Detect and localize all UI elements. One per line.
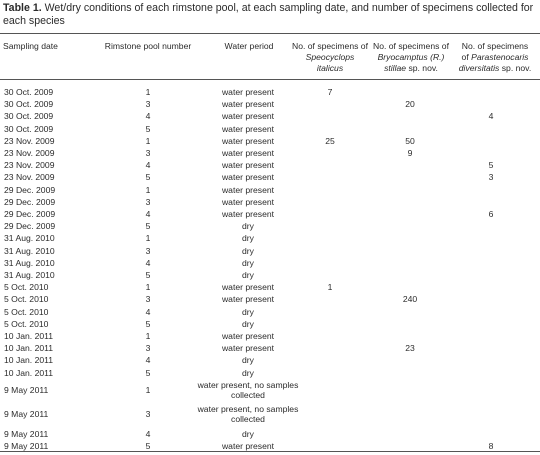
cell-date: 29 Dec. 2009 [4,184,56,195]
cell-water: water present, no samples collected [197,379,299,400]
cell-pool: 1 [145,135,151,146]
cell-date: 23 Nov. 2009 [4,148,55,158]
cell-water: dry [242,221,254,232]
cell-date: 5 Oct. 2010 [4,294,49,305]
cell-water: water present [221,160,275,171]
cell-pool: 5 [145,318,151,329]
header-pool-number: Rimstone pool number [104,41,192,51]
cell-water: water present [221,209,275,219]
header-speocyclops-line1: No. of specimens of [292,41,368,51]
cell-date: 30 Oct. 2009 [4,87,54,97]
cell-pool: 3 [145,409,151,420]
cell-pool: 4 [145,428,151,439]
cell-water: dry [242,270,254,280]
cell-n1: 7 [327,87,333,97]
cell-water: water present [221,196,275,207]
cell-date: 5 Oct. 2010 [4,318,49,329]
cell-date: 9 May 2011 [4,409,49,420]
cell-date: 31 Aug. 2010 [4,270,55,280]
table-caption-text: Wet/dry conditions of each rimstone pool, at each sampling date, and number of specimens collected for each species [3,2,534,27]
cell-water: water present [221,135,275,146]
cell-date: 23 Nov. 2009 [4,135,55,146]
cell-pool: 4 [145,160,151,171]
cell-pool: 4 [145,257,151,268]
cell-pool: 1 [145,331,151,341]
cell-date: 23 Nov. 2009 [4,172,55,183]
cell-pool: 1 [145,282,151,293]
header-bryocamptus-line1: No. of specimens of [373,41,449,51]
cell-pool: 1 [145,184,151,195]
cell-pool: 5 [145,123,151,134]
cell-water: water present [221,111,275,122]
cell-pool: 5 [145,440,151,451]
cell-water: dry [242,355,254,366]
cell-n2: 20 [405,99,415,110]
cell-pool: 3 [145,99,151,110]
cell-water: water present [221,148,275,158]
cell-water: dry [242,306,254,317]
cell-pool: 4 [145,355,151,366]
cell-date: 5 Oct. 2010 [4,282,49,293]
top-rule [0,33,540,34]
cell-pool: 5 [145,270,151,280]
cell-date: 9 May 2011 [4,440,49,451]
cell-n2: 9 [407,148,413,158]
cell-date: 31 Aug. 2010 [4,257,55,268]
cell-date: 29 Dec. 2009 [4,196,56,207]
cell-pool: 5 [145,367,151,378]
header-rule [0,79,540,80]
cell-n3: 8 [488,440,494,451]
cell-water: water present [221,282,275,293]
cell-n1: 25 [325,135,335,146]
header-parastenocaris-suffix: sp. nov. [501,63,532,73]
cell-pool: 1 [145,87,151,97]
cell-water: water present [221,343,275,354]
cell-water: dry [242,257,254,268]
cell-date: 10 Jan. 2011 [4,367,54,378]
cell-pool: 3 [145,196,151,207]
cell-date: 30 Oct. 2009 [4,123,54,134]
header-bryocamptus-suffix: sp. nov. [408,63,438,73]
cell-pool: 3 [145,245,151,256]
cell-water: dry [242,428,254,439]
cell-water: dry [242,233,254,244]
header-speocyclops-genus: Speocyclops [305,52,355,62]
cell-date: 9 May 2011 [4,384,49,395]
cell-n2: 240 [402,294,418,305]
header-parastenocaris-of: of [461,52,469,62]
cell-date: 10 Jan. 2011 [4,355,54,366]
cell-n3: 6 [488,209,494,219]
cell-n2: 23 [405,343,415,354]
cell-water: water present [221,123,275,134]
cell-n3: 5 [488,160,494,171]
cell-date: 23 Nov. 2009 [4,160,55,171]
cell-water: water present [221,440,275,451]
cell-date: 30 Oct. 2009 [4,111,54,122]
cell-water: water present [221,87,275,97]
cell-date: 31 Aug. 2010 [4,233,55,244]
cell-pool: 3 [145,294,151,305]
cell-pool: 3 [145,148,151,158]
cell-date: 5 Oct. 2010 [4,306,49,317]
cell-pool: 4 [145,306,151,317]
cell-pool: 5 [145,221,151,232]
cell-n3: 3 [488,172,494,183]
cell-water: water present, no samples collected [197,404,299,425]
header-sampling-date: Sampling date [3,41,58,51]
cell-water: water present [221,331,275,341]
cell-date: 10 Jan. 2011 [4,331,54,341]
cell-date: 29 Dec. 2009 [4,209,56,219]
cell-date: 9 May 2011 [4,428,49,439]
cell-pool: 1 [145,233,151,244]
cell-n1: 1 [327,282,333,293]
cell-date: 29 Dec. 2009 [4,221,56,232]
cell-n3: 4 [488,111,494,122]
header-speocyclops [288,41,372,74]
cell-water: water present [221,172,275,183]
cell-water: dry [242,367,254,378]
header-parastenocaris-line1: No. of specimens [461,41,529,51]
cell-water: dry [242,318,254,329]
header-bryocamptus [368,41,454,74]
header-parastenocaris [452,41,538,74]
cell-pool: 3 [145,343,151,354]
cell-water: water present [221,99,275,110]
cell-pool: 4 [145,209,151,219]
header-parastenocaris-genus: Parastenocaris [471,52,529,62]
header-bryocamptus-genus: Bryocamptus (R.) [377,52,445,62]
table-caption [3,2,537,28]
cell-n2: 50 [405,135,415,146]
header-bryocamptus-species: stillae [384,63,407,73]
cell-water: water present [221,294,275,305]
cell-water: dry [242,245,254,256]
cell-pool: 4 [145,111,151,122]
cell-date: 31 Aug. 2010 [4,245,55,256]
header-speocyclops-species: italicus [316,63,344,73]
header-parastenocaris-species: diversitatis [458,63,500,73]
bottom-rule [0,451,540,452]
table-label: Table 1. [3,2,42,14]
cell-date: 30 Oct. 2009 [4,99,54,110]
cell-date: 10 Jan. 2011 [4,343,54,354]
cell-pool: 5 [145,172,151,183]
header-water-period: Water period [224,41,274,51]
cell-pool: 1 [145,384,151,395]
cell-water: water present [221,184,275,195]
